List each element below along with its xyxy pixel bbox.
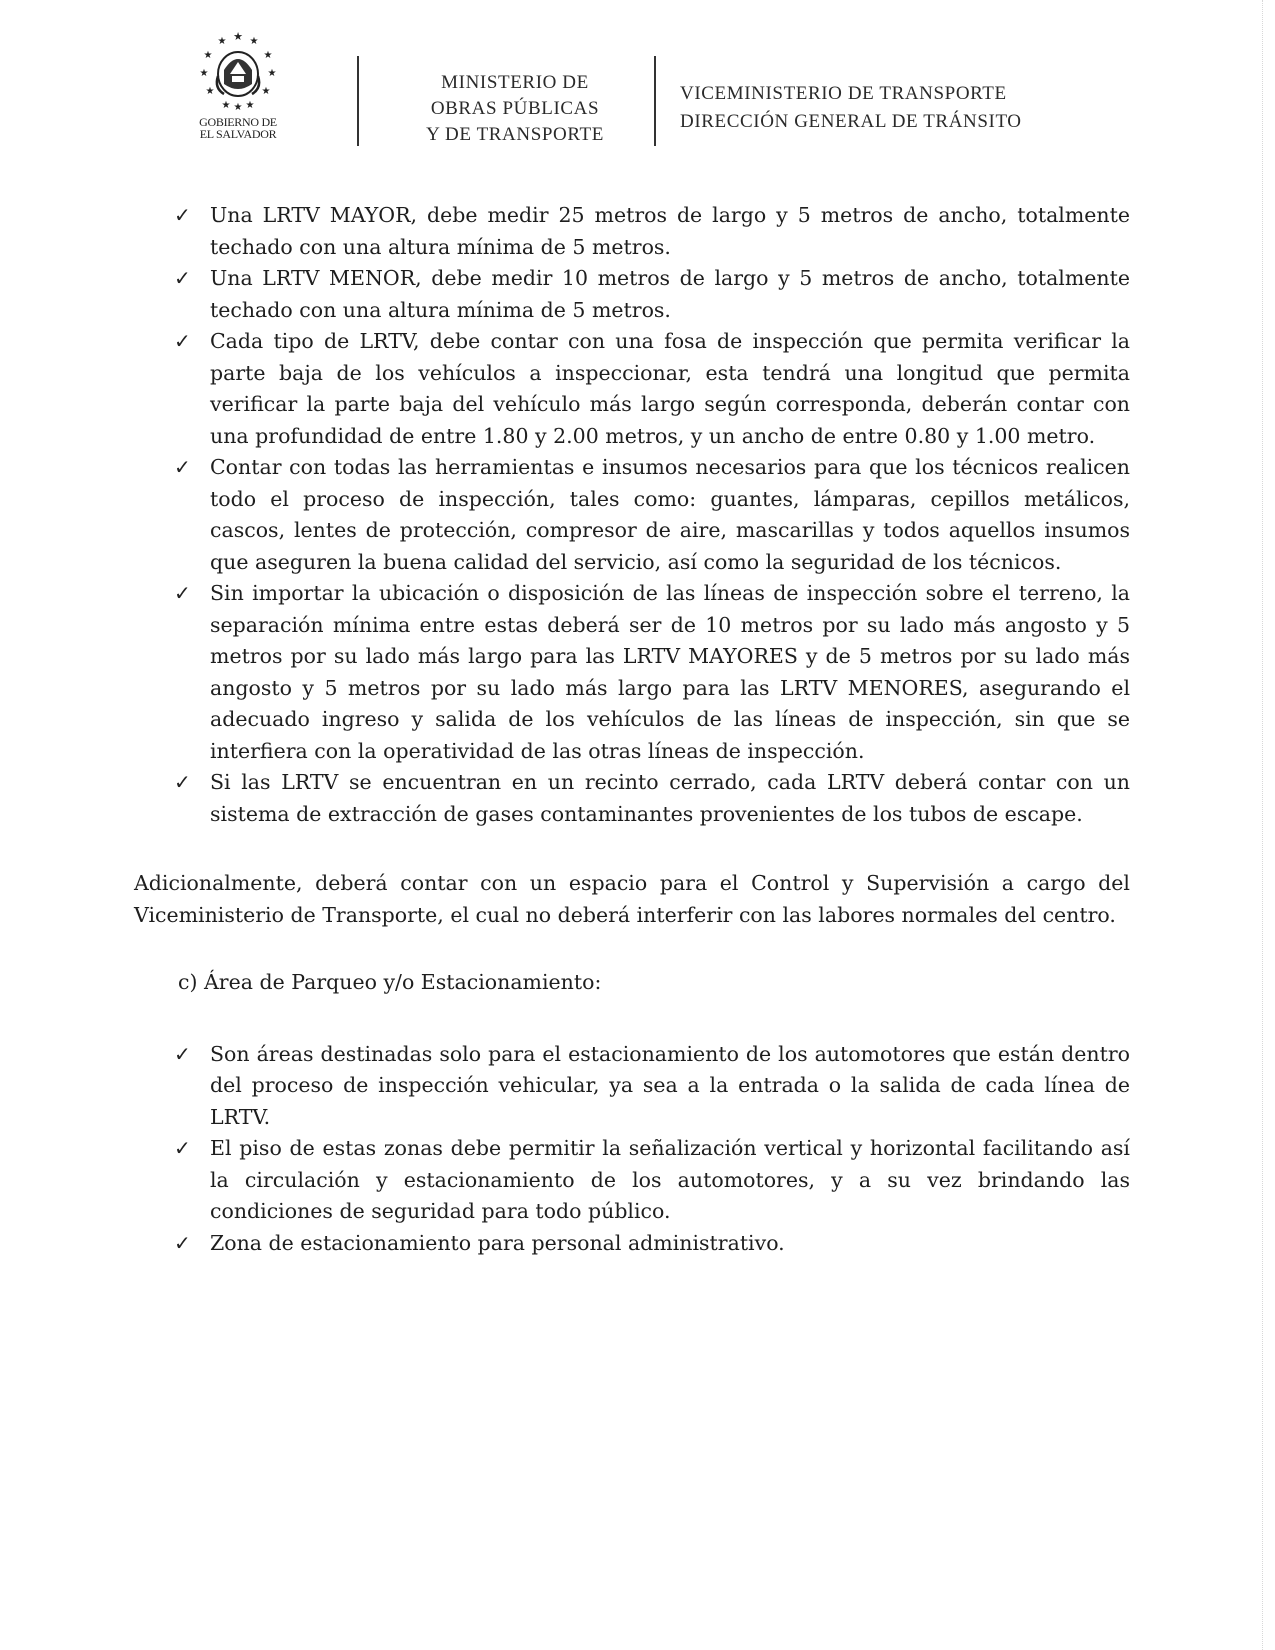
list-item — [134, 767, 1130, 830]
ministry-line1: MINISTERIO DE — [441, 72, 589, 93]
ministry-line2: OBRAS PÚBLICAS — [430, 98, 600, 119]
coat-of-arms-icon — [188, 30, 288, 112]
vice-line2: DIRECCIÓN GENERAL DE TRÁNSITO — [680, 111, 1022, 132]
list-item-text: Cada tipo de LRTV, debe contar con una fosa de inspección que permita verificar la parte baja de los vehículos a inspeccionar, esta tendrá una longitud que permita verificar la parte baja del vehículo más largo según corresponda, deberán contar con una profundidad de entre 1.80 y 2.00 metros, y un ancho de entre 0.80 y 1.00 metro. — [210, 329, 1130, 448]
scan-edge-artifact — [1262, 0, 1264, 1650]
ministry-name — [390, 70, 640, 148]
logo-caption — [178, 116, 298, 140]
header-divider-left — [357, 56, 359, 146]
lrtv-requirements-list — [134, 200, 1130, 830]
logo-text-line1: GOBIERNO DE — [199, 115, 277, 129]
list-item — [134, 1228, 1130, 1260]
svg-text:★: ★ — [199, 68, 209, 79]
check-mark-icon: ✓ — [174, 266, 191, 290]
list-item-text: Si las LRTV se encuentran en un recinto cerrado, cada LRTV deberá contar con un sistema de extracción de gases contaminantes provenientes de los tubos de escape. — [210, 770, 1130, 826]
document-body — [134, 200, 1130, 1259]
list-item — [134, 578, 1130, 767]
list-item — [134, 452, 1130, 578]
letterhead — [0, 0, 1275, 170]
check-mark-icon: ✓ — [174, 329, 191, 353]
vice-line1: VICEMINISTERIO DE TRANSPORTE — [680, 83, 1007, 104]
additional-paragraph: Adicionalmente, deberá contar con un espacio para el Control y Supervisión a cargo del Viceministerio de Transporte, el cual no deberá interferir con las labores normales del centro. — [134, 871, 1130, 927]
list-item-text: Sin importar la ubicación o disposición de las líneas de inspección sobre el terreno, la separación mínima entre estas deberá ser de 10 metros por su lado más angosto y 5 metros por su lado más largo para las LRTV MAYORES y de 5 metros por su lado más angosto y 5 metros por su lado más largo para las LRTV MENORES, asegurando el adecuado ingreso y salida de los vehículos de las líneas de inspección, sin que se interfiera con la operatividad de las otras líneas de inspección. — [210, 581, 1130, 763]
check-mark-icon: ✓ — [174, 455, 191, 479]
svg-text:★: ★ — [233, 30, 243, 43]
check-mark-icon: ✓ — [174, 581, 191, 605]
list-item — [134, 200, 1130, 263]
list-item-text: Zona de estacionamiento para personal administrativo. — [210, 1230, 785, 1255]
ministry-line3: Y DE TRANSPORTE — [426, 124, 604, 145]
svg-text:★: ★ — [233, 102, 243, 112]
list-item — [134, 263, 1130, 326]
list-item — [134, 326, 1130, 452]
svg-text:★: ★ — [221, 100, 231, 111]
vice-ministry-name — [680, 80, 1100, 136]
list-item-text: Una LRTV MAYOR, debe medir 25 metros de largo y 5 metros de ancho, totalmente techado con una altura mínima de 5 metros. — [210, 203, 1130, 259]
section-c-heading: c) Área de Parqueo y/o Estacionamiento: — [178, 970, 602, 994]
svg-text:★: ★ — [261, 86, 271, 97]
list-item — [134, 1039, 1130, 1134]
check-mark-icon: ✓ — [174, 1136, 191, 1160]
svg-text:★: ★ — [249, 36, 259, 47]
header-divider-right — [654, 56, 656, 146]
check-mark-icon: ✓ — [174, 1230, 191, 1255]
svg-text:★: ★ — [217, 36, 227, 47]
check-mark-icon: ✓ — [174, 203, 191, 227]
list-item-text: Contar con todas las herramientas e insumos necesarios para que los técnicos realicen todo el proceso de inspección, tales como: guantes, lámparas, cepillos metálicos, cascos, lentes de protección, compresor de aire, mascarillas y todos aquellos insumos que aseguren la buena calidad del servicio, así como la seguridad de los técnicos. — [210, 455, 1130, 574]
svg-text:★: ★ — [267, 68, 277, 79]
logo-text-line2: EL SALVADOR — [199, 127, 277, 141]
list-item-text: Son áreas destinadas solo para el estacionamiento de los automotores que están dentro del proceso de inspección vehicular, ya sea a la entrada o la salida de cada línea de LRTV. — [210, 1041, 1130, 1129]
list-item-text: Una LRTV MENOR, debe medir 10 metros de largo y 5 metros de ancho, totalmente techado con una altura mínima de 5 metros. — [210, 266, 1130, 322]
svg-text:★: ★ — [203, 50, 213, 61]
svg-text:★: ★ — [263, 50, 273, 61]
list-item-text: El piso de estas zonas debe permitir la señalización vertical y horizontal facilitando así la circulación y estacionamiento de los automotores, y a su vez brindando las condiciones de seguridad para todo público. — [210, 1136, 1130, 1223]
list-item — [134, 1133, 1130, 1228]
svg-text:★: ★ — [205, 86, 215, 97]
government-logo — [178, 30, 298, 155]
check-mark-icon: ✓ — [174, 770, 191, 794]
parking-requirements-list — [134, 1039, 1130, 1260]
svg-text:★: ★ — [245, 100, 255, 111]
check-mark-icon: ✓ — [174, 1041, 191, 1066]
